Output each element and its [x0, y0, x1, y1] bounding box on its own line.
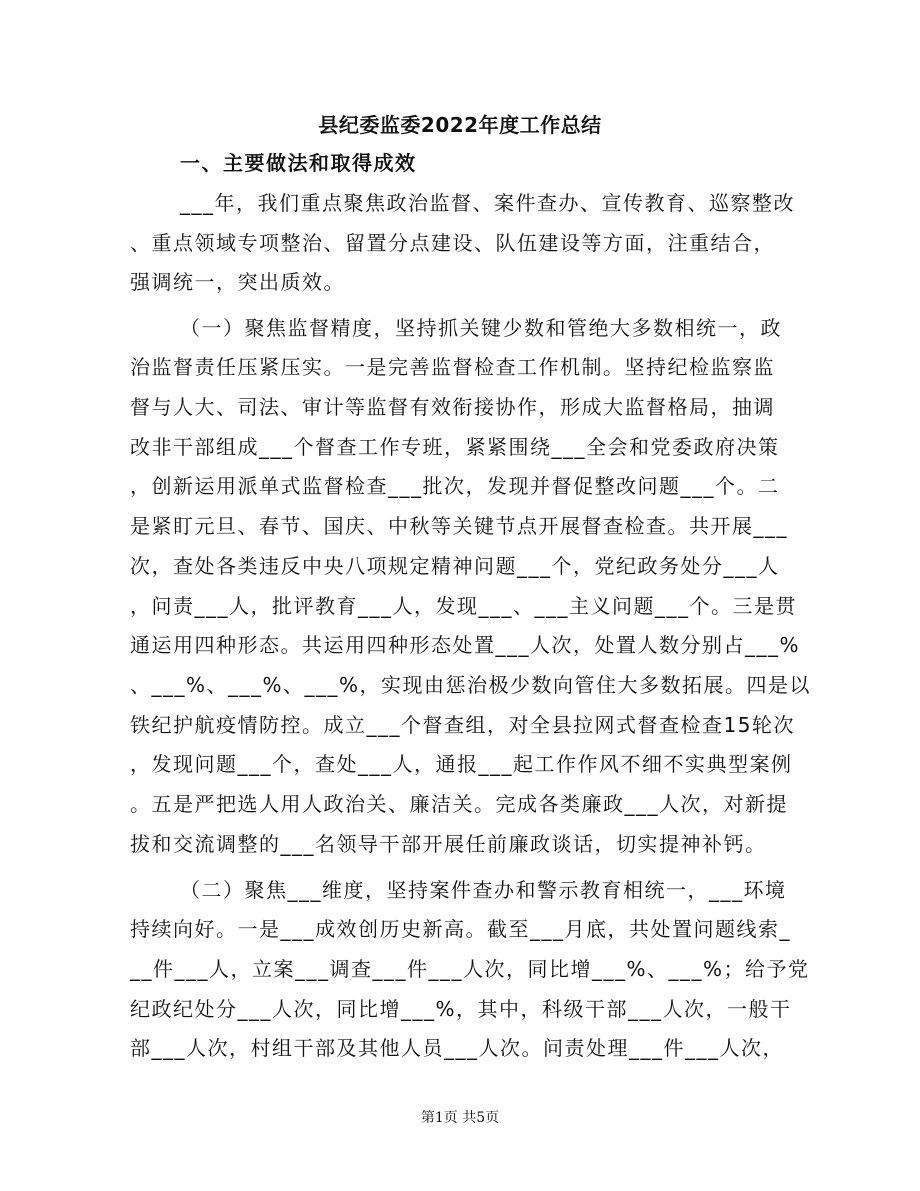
- body-line: 强调统一，突出质效。: [130, 270, 345, 294]
- body-line: 通运用四种形态。共运用四种形态处置___人次，处置人数分别占___%: [130, 633, 801, 657]
- body-line: ，问责___人，批评教育___人，发现___、___主义问题___个。三是贯: [130, 594, 797, 618]
- body-line: 。五是严把选人用人政治关、廉洁关。完成各类廉政___人次，对新提: [130, 792, 788, 816]
- body-line: 持续向好。一是___成效创历史新高。截至___月底，共处置问题线索_: [130, 917, 791, 941]
- body-line: __件___人，立案___调查___件___人次，同比增___%、___%；给予党: [130, 957, 810, 981]
- page-indicator: 第1页 共5页: [420, 1110, 500, 1126]
- body-line: 次，查处各类违反中央八项规定精神问题___个，党纪政务处分___人: [130, 554, 780, 578]
- body-line: ，发现问题___个，查处___人，通报___起工作作风不细不实典型案例: [130, 752, 793, 776]
- body-line: ，创新运用派单式监督检查___批次，发现并督促整改问题___个。二: [130, 474, 780, 498]
- body-line: 铁纪护航疫情防控。成立___个督查组，对全县拉网式督查检查15轮次: [130, 713, 795, 737]
- section-heading: 一、主要做法和取得成效: [180, 151, 417, 175]
- body-line: 、___%、___%、___%，实现由惩治极少数向管住大多数拓展。四是以: [130, 673, 812, 697]
- document-title: 县纪委监委2022年度工作总结: [318, 113, 602, 137]
- body-line: 部___人次，村组干部及其他人员___人次。问责处理___件___人次，: [130, 1036, 784, 1060]
- body-line: 是紧盯元旦、春节、国庆、中秋等关键节点开展督查检查。共开展___: [130, 514, 788, 538]
- body-line: 改非干部组成___个督查工作专班，紧紧围绕___全会和党委政府决策: [130, 435, 780, 459]
- body-line: （二）聚焦___维度，坚持案件查办和警示教育相统一，___环境: [180, 878, 787, 902]
- body-line: 治监督责任压紧压实。一是完善监督检查工作机制。坚持纪检监察监: [130, 355, 775, 379]
- body-line: 督与人大、司法、审计等监督有效衔接协作，形成大监督格局，抽调: [130, 395, 775, 419]
- body-line: （一）聚焦监督精度，坚持抓关键少数和管绝大多数相统一，政: [180, 316, 782, 340]
- body-line: ___年，我们重点聚焦政治监督、案件查办、宣传教育、巡察整改: [180, 191, 795, 215]
- body-line: 、重点领域专项整治、留置分点建设、队伍建设等方面，注重结合，: [130, 231, 775, 255]
- body-line: 拔和交流调整的___名领导干部开展任前廉政谈话，切实提神补钙。: [130, 832, 767, 856]
- body-line: 纪政纪处分___人次，同比增___%，其中，科级干部___人次，一般干: [130, 997, 792, 1021]
